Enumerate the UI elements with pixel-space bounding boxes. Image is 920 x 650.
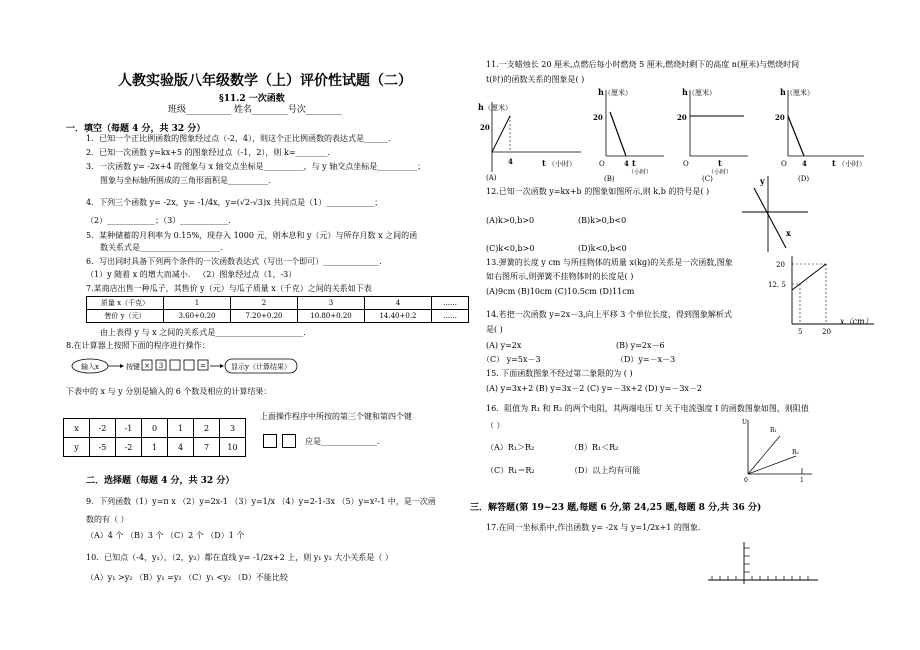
tick-20: 20	[480, 123, 490, 132]
axis-label-h: h	[598, 87, 604, 97]
question-7-cont: 由上表得 y 与 x 之间的关系式是______________________．	[100, 328, 312, 337]
axis-unit: （小时）	[548, 160, 576, 168]
tick-x20: 20	[822, 328, 831, 336]
question-10: 10．已知点（-4，y₁），（2，y₂）都在直线 y= -1/2x+2 上，则 y₁ y₂ 大小关系是（ ）	[86, 553, 393, 562]
tick-20: 20	[677, 113, 687, 122]
option-14c: （C） y=5x－3	[482, 355, 541, 364]
axis-label-x: x	[786, 228, 791, 238]
table-cell: 7.20+0.20	[231, 310, 298, 323]
question-4-cont: （2）____________；（3）____________．	[86, 216, 237, 225]
option-12b: (B)k>0,b<0	[578, 216, 627, 225]
table-cell: 10.80+0.20	[298, 310, 365, 323]
page-title: 人教实验版八年级数学（上）评价性试题（二）	[118, 73, 412, 89]
question-3: 3．一次函数 y= -2x+4 的图象与 x 轴交点坐标是__________，与 y 轴交点坐标是__________；	[86, 162, 426, 171]
table-cell: -1	[116, 419, 142, 438]
graph-line	[492, 116, 510, 152]
option-label: (A)	[486, 174, 497, 182]
origin-label: O	[781, 160, 787, 168]
y-ticks	[744, 548, 750, 572]
tick-1: 1	[800, 477, 804, 484]
option-12c: (C)k<0,b>0	[486, 244, 535, 253]
key-blank-2	[184, 360, 194, 370]
table-cell: 3.60+0.20	[164, 310, 231, 323]
tick-4: 4	[508, 157, 513, 166]
question-10-options: （A）y₁ >y₂ （B）y₁ =y₂ （C）y₁ <y₂ （D）不能比较	[86, 573, 288, 582]
graph-question-16	[740, 416, 820, 486]
arrow-icon	[220, 364, 224, 368]
axis-label-t: t	[832, 158, 836, 168]
option-label: (B)	[604, 175, 615, 183]
question-16: 16．阻值为 R₁ 和 R₂ 的两个电阻，其两端电压 U 关于电流强度 I 的函数图象如图，则阻值	[486, 404, 809, 413]
table-row	[64, 419, 246, 438]
table-cell: 3	[298, 297, 365, 310]
table-cell: 0	[142, 419, 168, 438]
question-2: 2．已知一次函数 y=kx+5 的图象经过点（-1，2），则 k=________．	[86, 148, 336, 157]
option-label: (D)	[798, 175, 810, 183]
question-7: 7.某商店出售一种瓜子，其售价 y（元）与瓜子质量 x（千克）之间的关系如下表	[86, 284, 372, 293]
table-cell: x	[64, 419, 90, 438]
graph-option-c	[676, 86, 754, 182]
price-table	[86, 296, 469, 323]
key-multiply: ×	[144, 362, 150, 370]
tick-20: 20	[593, 113, 603, 122]
tick-20: 20	[775, 113, 785, 122]
question-4: 4．下列三个函数 y= -2x，y= -1/4x，y=(√2-√3)x 共同点是（1）____________；	[86, 198, 383, 207]
question-11-cont: t(时)的函数关系的图象是( )	[486, 75, 585, 84]
axis-unit: （小时）	[628, 169, 653, 176]
question-8-answer: 应是______________.	[305, 437, 380, 446]
table-cell: 质量 x（千克）	[87, 297, 164, 310]
question-13-cont: 如右图所示,则弹簧不挂物体时的长度是( )	[486, 272, 634, 281]
question-15-options: (A) y=3x+2 (B) y=3x－2 (C) y=－3x+2 (D) y=－3x－2	[486, 384, 703, 393]
graph-line	[792, 264, 826, 290]
question-12: 12.已知一次函数 y=kx+b 的图象如图所示,则 k,b 的符号是( )	[486, 187, 710, 196]
flow-keys-label: 按键	[126, 363, 140, 371]
tick-20: 20	[776, 261, 785, 269]
axis-unit: （厘米）	[786, 89, 814, 97]
option-14b: (B) y=2x－6	[616, 341, 665, 350]
key-equals: =	[200, 362, 206, 370]
axis-unit: （厘米）	[604, 89, 632, 97]
axis-label-y: y	[760, 176, 765, 186]
graph-line	[754, 188, 786, 248]
section3-heading: 三．解答题(第 19~23 题,每题 6 分,第 24,25 题,每题 8 分,共 36 分)	[470, 503, 762, 513]
question-6: 6．写出同时具备下列两个条件的一次函数表达式（写出一个即可）______________．	[86, 257, 388, 266]
key-blank-1	[170, 360, 180, 370]
option-16a: （A）R₁＞R₂	[486, 443, 535, 452]
student-info-line: 班级__________ 姓名________号次________	[168, 105, 342, 115]
tick-4: 4	[802, 159, 807, 168]
axis-label-t: t	[542, 158, 546, 168]
axis-label-h: h	[780, 87, 786, 97]
table-cell: 10	[220, 438, 246, 457]
table-cell: -2	[90, 419, 116, 438]
answer-box-2[interactable]	[282, 434, 296, 448]
question-1: 1．已知一个正比例函数的图象经过点（-2，4），则这个正比例函数的表达式是______．	[86, 134, 396, 143]
question-13-options: (A)9cm (B)10cm (C)10.5cm (D)11cm	[486, 287, 635, 296]
option-14d: （D）y=－x－3	[616, 355, 676, 364]
question-9-options: （A）4 个 （B）3 个 （C）2 个 （D）1 个	[86, 531, 245, 540]
axis-unit: （厘米）	[688, 89, 716, 97]
question-6-cont: （1）y 随着 x 的增大而减小． （2）图象经过点（1，-3）	[86, 270, 297, 279]
option-14a: (A) y=2x	[486, 341, 522, 350]
table-cell: 2	[194, 419, 220, 438]
axis-label-x: x（cm）	[840, 317, 873, 326]
flow-output-label: 显示y（计算结果）	[231, 363, 291, 371]
graph-line	[610, 112, 626, 156]
x-ticks	[712, 576, 808, 580]
question-8-cont: 下表中的 x 与 y 分别是输入的 6 个数及相应的计算结果：	[66, 387, 272, 396]
graph-option-a	[476, 100, 586, 180]
label-r2: R₂	[792, 449, 799, 456]
option-label: (C)	[702, 175, 713, 183]
question-9-cont: 数的有（ ）	[86, 515, 129, 524]
table-cell: ……	[432, 297, 469, 310]
table-cell: 3	[220, 419, 246, 438]
page-subtitle: §11.2 一次函数	[219, 94, 285, 104]
origin-label: 0	[744, 477, 748, 484]
graph-line	[788, 116, 804, 156]
table-cell: -5	[90, 438, 116, 457]
table-cell: 1	[142, 438, 168, 457]
tick-4: 4	[624, 159, 629, 168]
axis-unit: （小时）	[708, 169, 733, 176]
axis-label-t: t	[718, 158, 722, 168]
table-cell: 4	[365, 297, 432, 310]
section1-heading: 一．填空（每题 4 分，共 32 分）	[66, 124, 206, 134]
table-cell: 1	[168, 419, 194, 438]
question-8: 8.在计算器上按照下面的程序进行操作：	[66, 341, 210, 350]
table-row	[87, 310, 469, 323]
arrow-icon	[120, 364, 124, 368]
option-12a: (A)k>0,b>0	[486, 216, 535, 225]
question-14-cont: 是( )	[486, 325, 503, 334]
origin-label: O	[599, 160, 605, 168]
table-cell: 7	[194, 438, 220, 457]
question-17: 17.在同一坐标系中,作出函数 y= -2x 与 y=1/2x+1 的图象.	[486, 523, 701, 532]
axis-label-h: h	[682, 87, 688, 97]
flow-input-label: 输入x	[81, 363, 99, 371]
table-cell: y	[64, 438, 90, 457]
graph-option-d	[774, 86, 870, 182]
table-row	[64, 438, 246, 457]
question-14: 14.若把一次函数 y=2x－3,向上平移 3 个单位长度，得到图象解析式	[486, 310, 732, 319]
table-cell: 1	[164, 297, 231, 310]
graph-option-b	[592, 86, 670, 182]
question-5: 5．某种储蓄的月利率为 0.15%，现存入 1000 元，则本息和 y（元）与所存月数 x 之间的函	[86, 231, 418, 240]
table-cell: -2	[116, 438, 142, 457]
origin-label: O	[683, 160, 689, 168]
question-11: 11.一支蜡烛长 20 厘米,点燃后每小时燃烧 5 厘米,燃烧时剩下的高度 n(厘米)与燃烧时间	[486, 60, 800, 69]
question-8-prompt: 上面操作程序中所按的第三个键和第四个键	[260, 412, 412, 421]
table-cell: 2	[231, 297, 298, 310]
tick-12-5: 12. 5	[768, 281, 786, 289]
option-16d: （D）以上均有可能	[570, 466, 641, 475]
axis-unit: （厘米）	[484, 104, 512, 112]
table-cell: ……	[432, 310, 469, 323]
table-cell: 4	[168, 438, 194, 457]
key-three: 3	[158, 362, 164, 370]
graph-question-13	[764, 254, 904, 336]
table-cell: 售价 y（元）	[87, 310, 164, 323]
table-row	[87, 297, 469, 310]
label-r1: R₁	[770, 427, 777, 434]
coordinate-grid-q17	[700, 540, 820, 586]
question-13: 13.弹簧的长度 y cm 与所挂物体的质量 x(kg)的关系是一次函数,图象	[486, 258, 733, 267]
tick-5: 5	[798, 328, 803, 336]
option-12d: (D)k<0,b<0	[578, 244, 627, 253]
option-16c: （C）R₁＝R₂	[486, 466, 535, 475]
calculator-flow-diagram	[70, 356, 310, 376]
question-9: 9．下列函数（1）y=π x （2）y=2x-1 （3）y=1/x （4）y=2-1-3x （5）y=x²-1 中，是一次函	[86, 497, 436, 506]
xy-table	[63, 418, 246, 457]
answer-box-1[interactable]	[263, 434, 277, 448]
axis-unit: （小时）	[838, 160, 866, 168]
question-16-cont: （ ）	[486, 421, 505, 430]
question-3-cont: 图象与坐标轴所围成的三角形面积是__________．	[100, 176, 276, 185]
graph-question-12	[740, 174, 816, 254]
table-cell: 14.40+0.2	[365, 310, 432, 323]
question-5-cont: 数关系式是____________________．	[100, 243, 228, 252]
axis-label-t: t	[632, 158, 636, 168]
axis-label-u: U	[742, 419, 748, 426]
section2-heading: 二．选择题（每题 4 分，共 32 分）	[86, 476, 235, 486]
question-15: 15. 下面函数图象不经过第二象限的为 ( )	[486, 369, 633, 378]
option-16b: （B）R₁＜R₂	[570, 443, 619, 452]
axis-label-h: h	[478, 102, 484, 112]
